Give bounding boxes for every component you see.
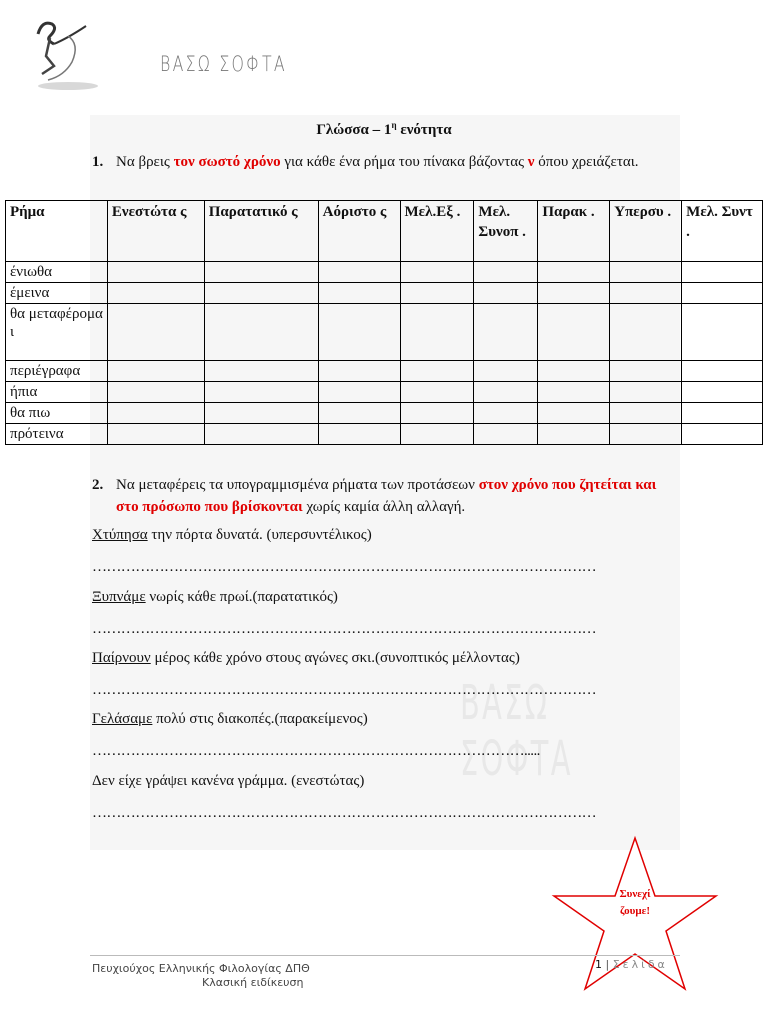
answer-cell[interactable] (474, 403, 538, 424)
watermark-logo: ΒΑΣΩ ΣΟΦΤΑ (460, 675, 573, 787)
column-header: Μελ.Εξ . (400, 201, 474, 262)
sentence-3: Παίρνουν μέρος κάθε χρόνο στους αγώνες σκι.(συνοπτικός μέλλοντας) (92, 650, 520, 666)
answer-cell[interactable] (400, 403, 474, 424)
star-line-1: Συνεχί (619, 888, 651, 900)
column-header: Παρακ . (538, 201, 610, 262)
answer-cell[interactable] (107, 283, 204, 304)
question-2 (92, 474, 682, 518)
verb-cell: θα πιω (6, 403, 108, 424)
answer-cell[interactable] (682, 262, 763, 283)
question-text: Να βρεις τον σωστό χρόνο για κάθε ένα ρήμα του πίνακα βάζοντας ν όπου χρειάζεται. (116, 154, 639, 170)
answer-cell[interactable] (318, 403, 400, 424)
answer-cell[interactable] (610, 262, 682, 283)
answer-cell[interactable] (318, 283, 400, 304)
answer-line[interactable]: …………………………………………………………………………………………… (92, 682, 597, 698)
answer-cell[interactable] (474, 382, 538, 403)
answer-cell[interactable] (610, 424, 682, 445)
answer-cell[interactable] (538, 283, 610, 304)
footer-divider (90, 955, 680, 956)
answer-cell[interactable] (204, 304, 318, 361)
answer-cell[interactable] (107, 382, 204, 403)
verb-cell: περιέγραφα (6, 361, 108, 382)
verb-table (5, 200, 763, 445)
answer-line[interactable]: …………………………………………………………………………………………… (92, 621, 597, 637)
question-text: Να μεταφέρεις τα υπογραμμισμένα ρήματα των προτάσεων στον χρόνο που ζητείται και στο πρόσωπο που βρίσκονται χωρίς καμία άλλη αλλαγή. (116, 477, 657, 515)
answer-cell[interactable] (400, 361, 474, 382)
answer-cell[interactable] (400, 262, 474, 283)
answer-cell[interactable] (318, 424, 400, 445)
answer-cell[interactable] (318, 262, 400, 283)
answer-cell[interactable] (610, 403, 682, 424)
table-row (6, 262, 763, 283)
page-title: Γλώσσα – $1^\eta$ ενότητα (316, 120, 452, 138)
answer-cell[interactable] (682, 361, 763, 382)
table-row (6, 361, 763, 382)
column-header: Μελ. Συνοπ . (474, 201, 538, 262)
column-header: Υπερσυ . (610, 201, 682, 262)
answer-cell[interactable] (474, 304, 538, 361)
footer-credit (92, 962, 310, 990)
answer-line[interactable]: ………………………………………………………………………………..... (92, 743, 540, 759)
answer-cell[interactable] (204, 262, 318, 283)
table-row (6, 403, 763, 424)
answer-cell[interactable] (107, 403, 204, 424)
answer-cell[interactable] (474, 283, 538, 304)
answer-cell[interactable] (400, 382, 474, 403)
sentence-1: Χτύπησα την πόρτα δυνατά. (υπερσυντέλικος) (92, 527, 372, 543)
answer-cell[interactable] (400, 283, 474, 304)
verb-cell: πρότεινα (6, 424, 108, 445)
table-header-row (6, 201, 763, 262)
column-header: Παρατατικό ς (204, 201, 318, 262)
table-row (6, 283, 763, 304)
column-header: Ρήμα (6, 201, 108, 262)
footer-credit-line-1: Πευχιούχος Ελληνικής Φιλολογίας ΔΠΘ (92, 962, 310, 975)
footer-credit-line-2: Κλασική ειδίκευση (202, 976, 304, 989)
page-number: 1 | Σελίδα (595, 958, 668, 971)
sentence-5: Δεν είχε γράψει κανένα γράμμα. (ενεστώτας) (92, 773, 365, 789)
answer-line[interactable]: …………………………………………………………………………………………… (92, 559, 597, 575)
answer-cell[interactable] (474, 424, 538, 445)
question-number: 2. (92, 477, 104, 493)
answer-cell[interactable] (204, 424, 318, 445)
answer-cell[interactable] (538, 382, 610, 403)
answer-cell[interactable] (682, 424, 763, 445)
answer-cell[interactable] (204, 403, 318, 424)
answer-cell[interactable] (107, 262, 204, 283)
question-number: 1. (92, 154, 104, 170)
answer-cell[interactable] (682, 283, 763, 304)
answer-cell[interactable] (682, 403, 763, 424)
answer-cell[interactable] (107, 361, 204, 382)
answer-cell[interactable] (538, 424, 610, 445)
answer-cell[interactable] (107, 424, 204, 445)
answer-cell[interactable] (318, 382, 400, 403)
column-header: Μελ. Συντ . (682, 201, 763, 262)
answer-cell[interactable] (538, 403, 610, 424)
answer-cell[interactable] (400, 424, 474, 445)
answer-cell[interactable] (474, 361, 538, 382)
answer-cell[interactable] (204, 283, 318, 304)
question-1 (92, 151, 682, 173)
answer-cell[interactable] (538, 361, 610, 382)
table-row (6, 382, 763, 403)
table-row (6, 304, 763, 361)
answer-cell[interactable] (400, 304, 474, 361)
star-line-2: ζουμε! (620, 905, 650, 917)
logo-figure-icon (28, 14, 108, 94)
column-header: Ενεστώτα ς (107, 201, 204, 262)
answer-cell[interactable] (682, 382, 763, 403)
sentence-2: Ξυπνάμε νωρίς κάθε πρωί.(παρατατικός) (92, 589, 338, 605)
answer-cell[interactable] (610, 283, 682, 304)
verb-cell: θα μεταφέρομα ι (6, 304, 108, 361)
answer-cell[interactable] (538, 304, 610, 361)
answer-cell[interactable] (474, 262, 538, 283)
answer-cell[interactable] (610, 382, 682, 403)
answer-cell[interactable] (318, 304, 400, 361)
answer-cell[interactable] (204, 382, 318, 403)
verb-cell: ήπια (6, 382, 108, 403)
sentence-4: Γελάσαμε πολύ στις διακοπές.(παρακείμενος) (92, 711, 368, 727)
verb-cell: ένιωθα (6, 262, 108, 283)
answer-cell[interactable] (107, 304, 204, 361)
answer-cell[interactable] (204, 361, 318, 382)
answer-line[interactable]: …………………………………………………………………………………………… (92, 805, 597, 821)
answer-cell[interactable] (318, 361, 400, 382)
column-header: Αόριστο ς (318, 201, 400, 262)
answer-cell[interactable] (610, 361, 682, 382)
answer-cell[interactable] (538, 262, 610, 283)
logo-text: ΒΑΣΩ ΣΟΦΤΑ (160, 52, 287, 76)
verb-cell: έμεινα (6, 283, 108, 304)
answer-cell[interactable] (610, 304, 682, 361)
table-row (6, 424, 763, 445)
answer-cell[interactable] (682, 304, 763, 361)
